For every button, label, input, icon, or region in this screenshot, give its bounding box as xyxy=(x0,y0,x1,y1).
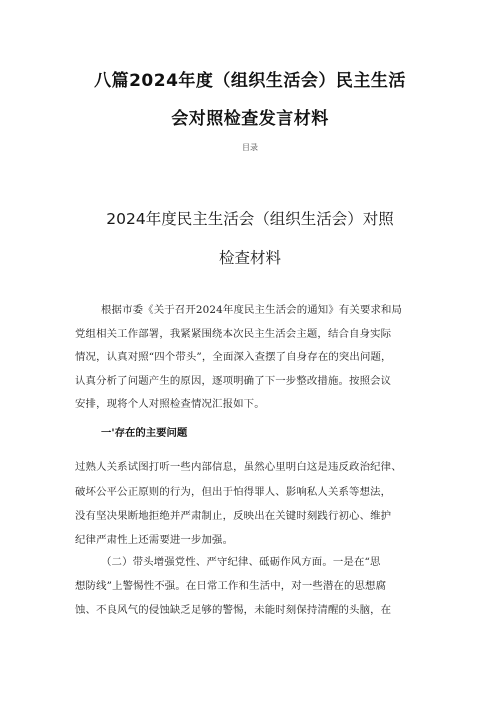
section-title-line-1: 2024年度民主生活会（组织生活会）对照 xyxy=(106,210,394,228)
paragraph-2-line-4: 纪律严肃性上还需要进一步加强。 xyxy=(75,534,234,546)
paragraph-1-line-1: 根据市委《关于召开2024年度民主生活会的通知》有关要求和局 xyxy=(101,304,403,316)
document-title-line-2: 会对照检查发言材料 xyxy=(171,109,329,129)
paragraph-3-line-1: （二）带头增强党性、严守纪律、砥砺作风方面。一是在“思 xyxy=(101,556,381,568)
paragraph-1-line-3: 情况，认真对照“四个带头”，全面深入查摆了自身存在的突出问题， xyxy=(75,351,392,363)
paragraph-1-line-2: 党组相关工作部署，我紧紧围绕本次民主生活会主题，结合自身实际 xyxy=(75,328,392,340)
section-heading: 一'存在的主要问题 xyxy=(101,427,188,439)
document-title-line-1: 八篇2024年度（组织生活会）民主生活 xyxy=(94,71,406,91)
paragraph-1-line-4: 认真分析了问题产生的原因，逐项明确了下一步整改措施。按照会议 xyxy=(75,375,392,387)
paragraph-3-line-2: 想防线”上警惕性不强。在日常工作和生活中，对一些潜在的思想腐 xyxy=(75,580,387,592)
paragraph-3-line-3: 蚀、不良风气的侵蚀缺乏足够的警惕，未能时刻保持清醒的头脑，在 xyxy=(75,604,392,616)
paragraph-2-line-2: 破坏公平公正原则的行为，但出于怕得罪人、影响私人关系等想法， xyxy=(75,486,392,498)
paragraph-2-line-3: 没有坚决果断地拒绝并严肃制止，反映出在关键时刻践行初心、维护 xyxy=(75,510,392,522)
paragraph-1-line-5: 安排，现将个人对照检查情况汇报如下。 xyxy=(75,398,265,410)
paragraph-2-line-1: 过熟人关系试图打听一些内部信息，虽然心里明白这是违反政治纪律、 xyxy=(75,461,402,473)
section-title-line-2: 检查材料 xyxy=(218,249,281,267)
table-of-contents-label: 目录 xyxy=(242,143,258,152)
